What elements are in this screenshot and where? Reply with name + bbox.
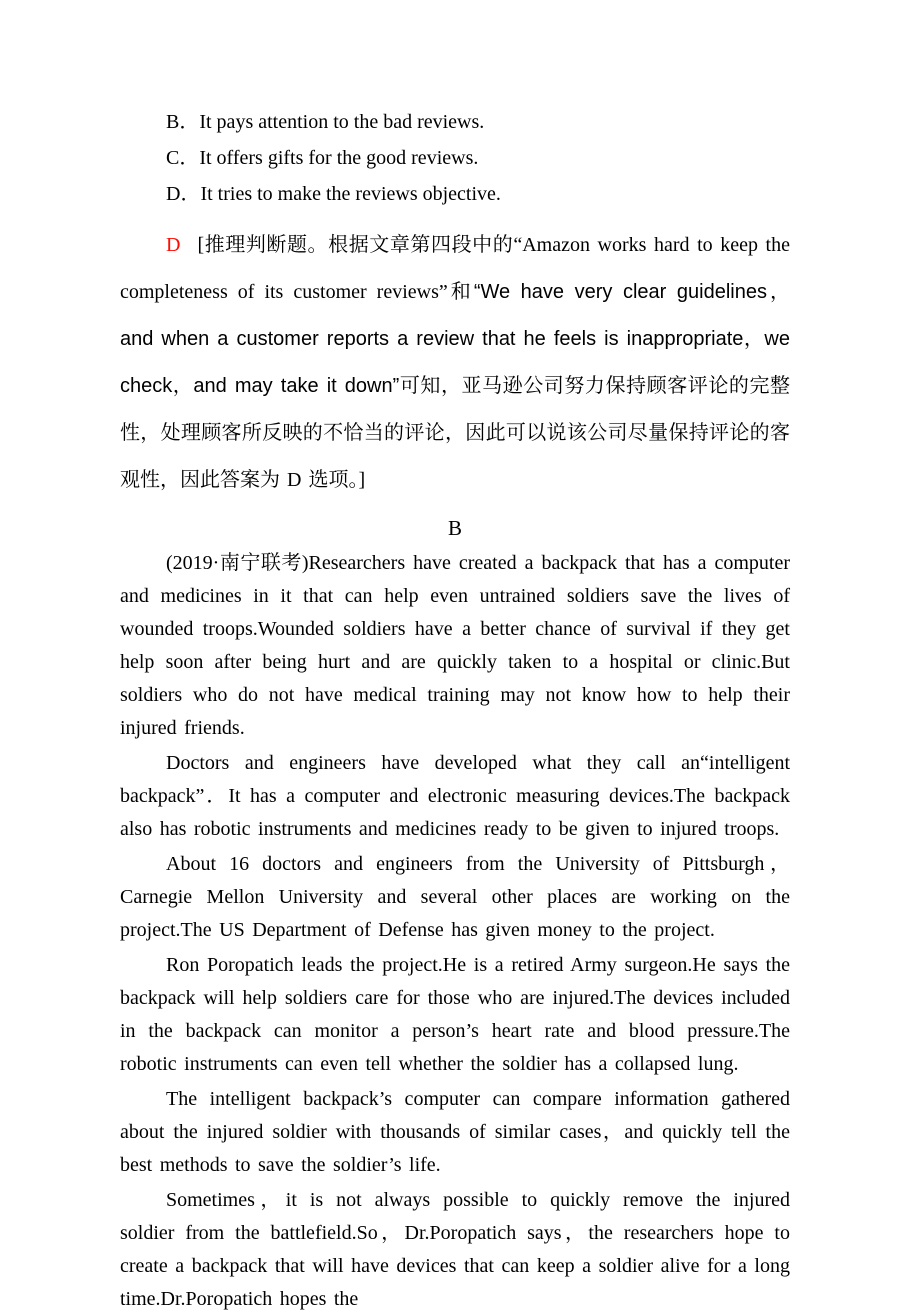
reading-passage [120,547,790,1316]
passage-paragraph-5: The intelligent backpack’s computer can compare information gathered about the injured soldier with thousands of similar cases，and quickly tell the best methods to save the soldier’s life. [120,1088,790,1176]
option-c [166,140,790,176]
option-d [166,176,790,212]
passage-paragraph-4: Ron Poropatich leads the project.He is a retired Army surgeon.He says the backpack will help soldiers care for those who are injured.The devices included in the backpack can monitor a person’s heart rate and blood pressure.The robotic instruments can even tell whether the soldier has a collapsed lung. [120,954,790,1075]
answer-explanation [120,222,790,504]
explanation-conjunction: 和 [447,281,474,303]
passage-paragraph-1 [120,547,790,745]
correct-answer-letter: D [166,234,181,256]
explanation-quote-1: “Amazon works hard to keep the completeness of its customer reviews” [120,234,790,303]
option-b [166,104,790,140]
option-b-letter: B． [166,111,200,133]
option-b-text: It pays attention to the bad reviews. [199,111,485,133]
passage-paragraph-3: About 16 doctors and engineers from the University of Pittsburgh，Carnegie Mellon University and several other places are working on the project.The US Department of Defense has given money to the project. [120,853,790,941]
passage-source-tag: (2019·南宁联考) [166,552,309,574]
option-c-text: It offers gifts for the good reviews. [199,147,479,169]
explanation-text-2: 可知，亚马逊公司努力保持顾客评论的完整性，处理顾客所反映的不恰当的评论，因此可以说该公司尽量保持评论的客观性，因此答案为 D 选项。] [120,375,791,491]
section-heading: B [447,516,462,540]
passage-paragraph-2: Doctors and engineers have developed what they call an“intelligent backpack”．It has a computer and electronic measuring devices.The backpack also has robotic instruments and medicines ready to be given to injured troops. [120,752,790,840]
answer-options [166,104,790,212]
option-d-letter: D． [166,183,201,205]
option-d-text: It tries to make the reviews objective. [200,183,501,205]
option-c-letter: C． [166,147,200,169]
passage-paragraph-6: Sometimes，it is not always possible to quickly remove the injured soldier from the battlefield.So，Dr.Poropatich says，the researchers hope to create a backpack that will have devices that can keep a soldier alive for a long time.Dr.Poropatich hopes the [120,1189,790,1310]
explanation-text-1: [推理判断题。根据文章第四段中的 [197,234,514,256]
explanation-quote-2: “We have very clear guidelines，and when a customer reports a review that he feels is inappropriate，we check，and may take it down” [120,281,791,397]
passage-paragraph-1-text: Researchers have created a backpack that has a computer and medicines in it that can help even untrained soldiers save the lives of wounded troops.Wounded soldiers have a better chance of survival if they get help soon after being hurt and are quickly taken to a hospital or clinic.But soldiers who do not have medical training may not know how to help their injured friends. [120,552,791,739]
